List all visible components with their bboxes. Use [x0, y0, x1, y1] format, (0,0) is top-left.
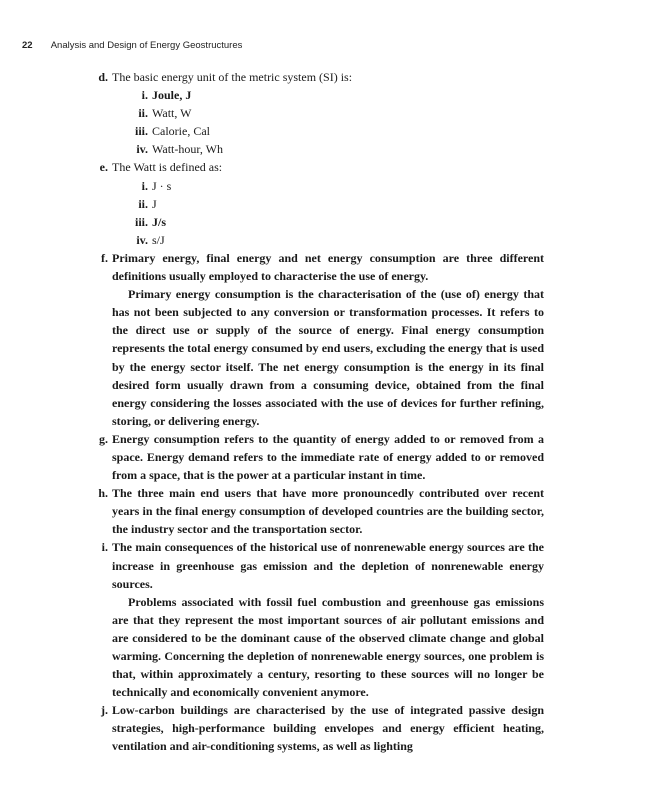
- option-text: J: [152, 196, 157, 211]
- option: iv. Watt-hour, Wh: [136, 142, 223, 157]
- option-text: J/s: [152, 214, 167, 229]
- page-number: 22: [22, 40, 33, 51]
- item-marker: h.: [98, 486, 108, 501]
- option: iv. s/J: [136, 232, 165, 247]
- running-title: Analysis and Design of Energy Geostructures: [50, 40, 243, 51]
- item-marker: d.: [98, 70, 108, 84]
- question-e: [88, 158, 544, 248]
- option-text: s/J: [152, 232, 165, 247]
- answer-paragraph: Low-carbon buildings are characterised by the use of integrated passive design strategies, high-performance building envelopes and energy efficient heating, ventilation and air-conditioning systems, as well as lighting: [112, 703, 544, 754]
- answer-paragraph: The three main end users that have more pronouncedly contributed over recent years in the final energy consumption of developed countries are the building sector, the industry sector and the transportation sector.: [112, 486, 544, 537]
- option-text: Watt-hour, Wh: [152, 142, 223, 157]
- page-header: [22, 40, 242, 51]
- answer-paragraph: Energy consumption refers to the quantity of energy added to or removed from a space. Energy demand refers to the immediate rate of energy added to or removed from a space, that is the power at a particular instant in time.: [112, 431, 544, 483]
- option-text: J · s: [152, 178, 172, 193]
- question-text: The Watt is defined as:: [112, 160, 223, 175]
- option-text: Joule, J: [152, 88, 192, 103]
- option-text: Calorie, Cal: [152, 124, 210, 139]
- item-marker: j.: [101, 703, 108, 718]
- option: iii. J/s: [134, 214, 167, 229]
- answer-paragraph: Problems associated with fossil fuel combustion and greenhouse gas emissions are that they represent the most important sources of air pollutant emissions and are considered to be the dominant cause of the observed climate change and global warming. Concerning the depletion of nonrenewable energy sources, one problem is that, within approximately a century, resorting to these sources will no longer be technically and economically convenient anymore.: [112, 594, 544, 700]
- option: ii. J: [138, 196, 157, 211]
- option: ii. Watt, W: [138, 106, 192, 121]
- answer-h: [88, 484, 544, 538]
- answer-paragraph: Primary energy consumption is the characterisation of the (use of) energy that has not been subjected to any conversion or transformation processes. It refers to the direct use or supply of the source of energy. Final energy consumption represents the total energy consumed by end users, excluding the energy that is used by the energy sector itself. The net energy consumption is the energy in its final desired form usually drawn from a consuming device, obtained from the final energy considering the losses associated with the use of devices for further refining, storing, or delivering energy.: [112, 287, 544, 428]
- answer-f: [88, 249, 544, 430]
- answer-g: [88, 430, 544, 484]
- item-marker: g.: [99, 431, 108, 446]
- item-marker: i.: [101, 540, 108, 555]
- option: i. J · s: [141, 178, 172, 193]
- question-d: [88, 68, 544, 158]
- answer-paragraph: The main consequences of the historical use of nonrenewable energy sources are the increase in greenhouse gas emission and the depletion of nonrenewable energy sources.: [112, 540, 544, 591]
- answer-paragraph: Primary energy, final energy and net energy consumption are three different definitions usually employed to characterise the use of energy.: [112, 250, 544, 284]
- option: i. Joule, J: [141, 88, 192, 103]
- answer-i: [88, 538, 544, 701]
- answer-j: [88, 701, 544, 755]
- question-text: The basic energy unit of the metric system (SI) is:: [112, 70, 353, 84]
- item-marker: e.: [99, 160, 108, 175]
- option: iii. Calorie, Cal: [134, 124, 210, 139]
- page-body: [88, 68, 544, 756]
- option-text: Watt, W: [152, 106, 192, 121]
- item-marker: f.: [101, 250, 108, 265]
